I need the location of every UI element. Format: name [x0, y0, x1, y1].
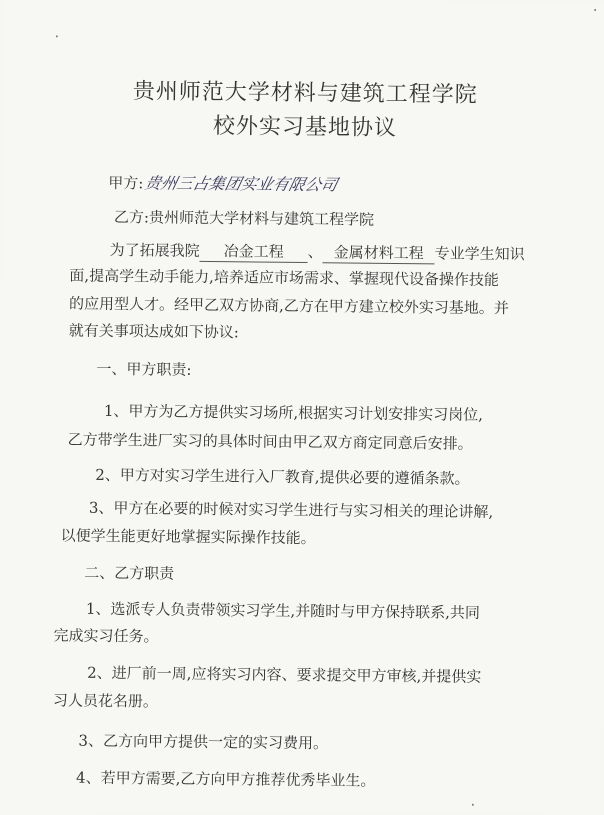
field-1-underlined: 冶金工程: [200, 240, 308, 263]
party-a-signature: 贵州三占集团实业有限公司: [143, 173, 340, 195]
section-2-item-1-line-2: 完成实习任务。: [53, 626, 159, 646]
title-line-2: 校外实习基地协议: [212, 114, 398, 141]
section-1-item-2: 2、甲方对实习学生进行入厂教育,提供必要的遵循条款。: [95, 465, 470, 488]
scan-speck: [594, 9, 596, 11]
intro-separator: 、: [307, 243, 323, 262]
intro-prefix: 为了拓展我院: [109, 240, 200, 260]
section-2-item-2-line-1: 2、进厂前一周,应将实习内容、要求提交甲方审核,并提供实: [87, 663, 482, 686]
section-1-item-3-line-2: 以便学生能更好地掌握实际操作技能。: [60, 526, 316, 548]
section-1-item-1-line-1: 1、甲方为乙方提供实习场所,根据实习计划安排实习岗位,: [103, 401, 484, 424]
intro-line-1: [110, 239, 525, 265]
section-2-item-1-line-1: 1、选派专人负责带领实习学生,并随时与甲方保持联系,共同: [85, 599, 481, 622]
party-a: [108, 170, 340, 195]
section-2-heading: 二、乙方职责: [84, 563, 175, 583]
intro-line-2: 面,提高学生动手能力,培养适应市场需求、掌握现代设备操作技能: [69, 266, 499, 290]
section-2-item-2-line-2: 习人员花名册。: [52, 691, 159, 711]
field-2-underlined: 金属材料工程: [323, 241, 435, 264]
section-2-item-3: 3、乙方向甲方提供一定的实习费用。: [78, 731, 329, 753]
section-1-item-3-line-1: 3、甲方在必要的时候对实习学生进行与实习相关的理论讲解,: [88, 498, 494, 522]
intro-suffix: 专业学生知识: [434, 244, 525, 264]
title-line-1: 贵州师范大学材料与建筑工程学院: [132, 79, 478, 108]
section-2-item-4: 4、若甲方需要,乙方向甲方推荐优秀毕业生。: [76, 768, 376, 790]
party-b: 乙方:贵州师范大学材料与建筑工程学院: [113, 208, 375, 229]
section-1-item-1-line-2: 乙方带学生进厂实习的具体时间由甲乙双方商定同意后安排。: [67, 430, 473, 453]
scan-speck: [56, 35, 58, 37]
intro-line-4: 就有关事项达成如下协议:: [68, 321, 239, 342]
section-1-heading: 一、甲方职责:: [96, 359, 192, 379]
scan-speck: [472, 804, 474, 806]
party-a-label: 甲方:: [108, 173, 144, 193]
intro-line-3: 的应用型人才。经甲乙双方协商,乙方在甲方建立校外实习基地。并: [68, 294, 509, 318]
